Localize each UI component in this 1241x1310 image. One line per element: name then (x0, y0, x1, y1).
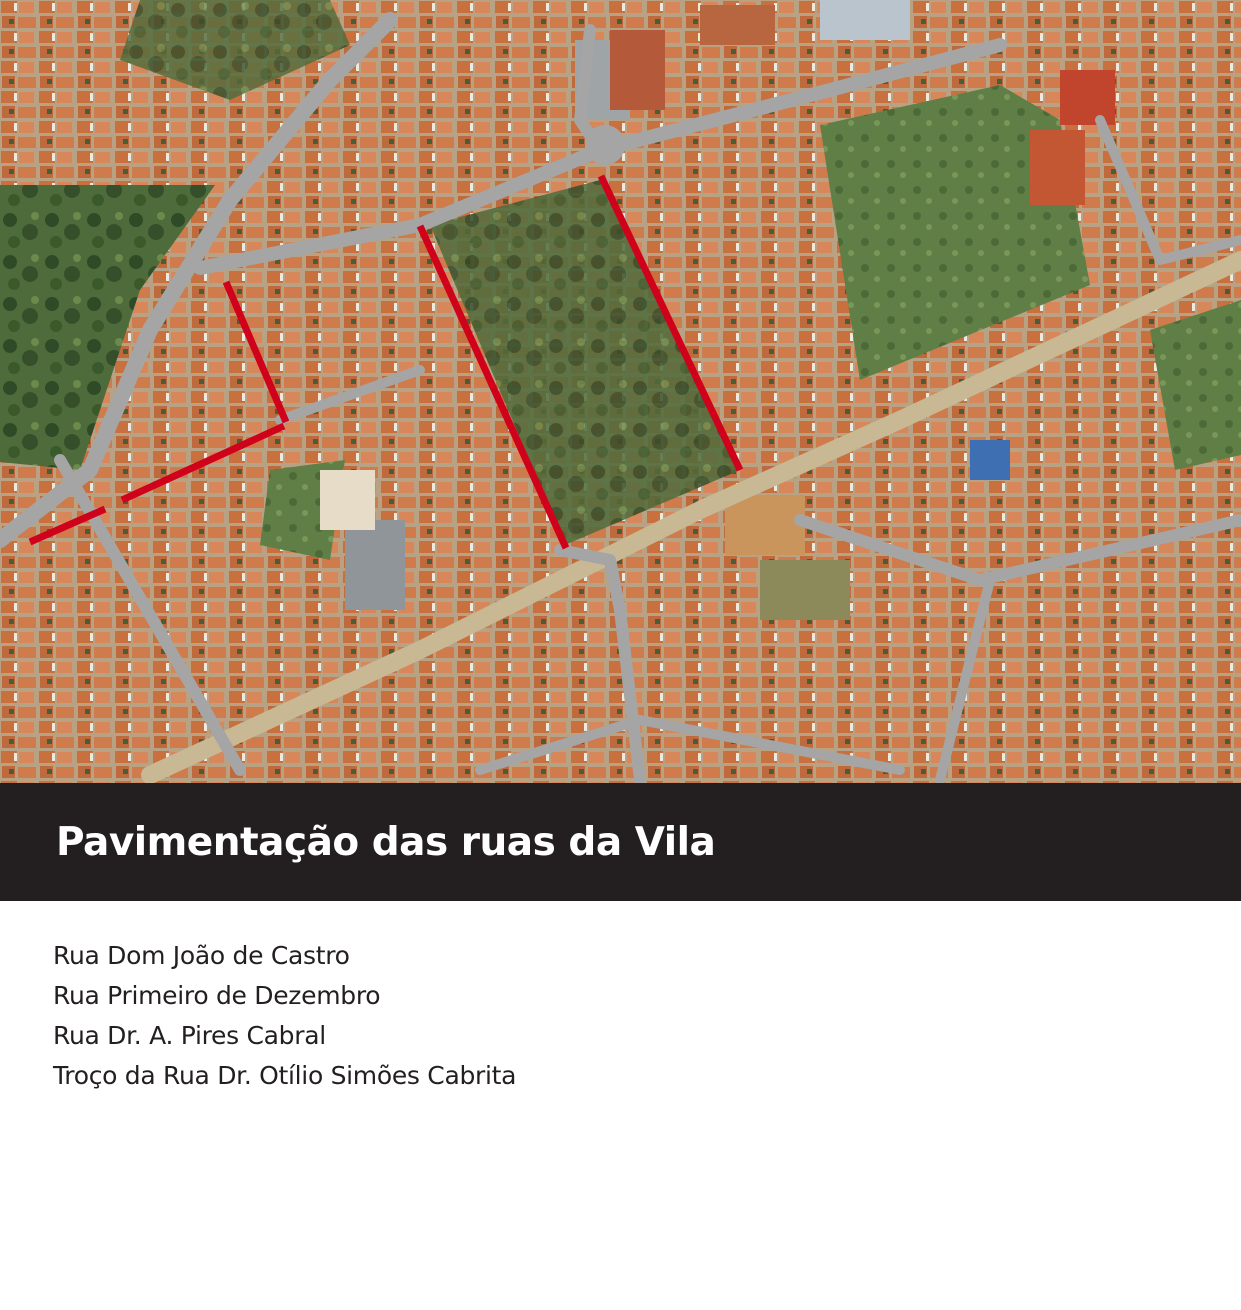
sports-court (970, 440, 1010, 480)
building-roof-red-2 (1030, 130, 1085, 205)
industrial-roof (345, 520, 405, 610)
page-title: Pavimentação das ruas da Vila (56, 820, 716, 865)
warehouse-roof-red (610, 30, 665, 110)
street-list (53, 936, 516, 1096)
title-banner (0, 783, 1241, 901)
building-roof (700, 5, 775, 45)
street-item: Rua Dr. A. Pires Cabral (53, 1021, 326, 1050)
street-item: Rua Primeiro de Dezembro (53, 981, 381, 1010)
street-item: Troço da Rua Dr. Otílio Simões Cabrita (53, 1061, 517, 1090)
greenhouse-roof (820, 0, 910, 40)
street-item: Rua Dom João de Castro (53, 941, 350, 970)
school-building (725, 495, 805, 555)
building-light-roof (320, 470, 375, 530)
building-roof-red (1060, 70, 1115, 125)
roundabout (585, 125, 625, 165)
square-plot (760, 560, 850, 620)
